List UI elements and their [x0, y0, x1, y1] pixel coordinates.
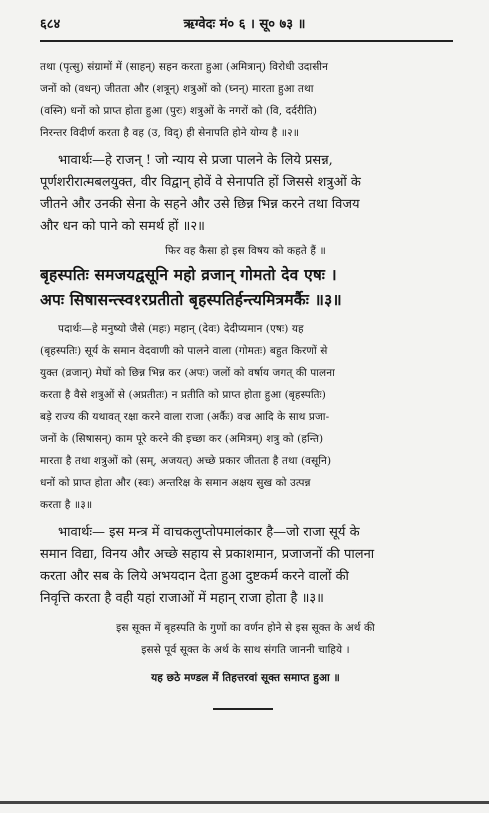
text-line: (बृहस्पतिः) सूर्य के समान वेदवाणी को पालने वाला (गोमतः) बहुत किरणों से: [40, 345, 328, 357]
mantra-line: बृहस्पतिः समजयद्वसूनि महो व्रजान् गोमतो देव एषः ।: [40, 265, 337, 284]
closing-note: [40, 667, 451, 689]
text-line: भावार्थः— इस मन्त्र में वाचकलुप्तोपमालंकार है—जो राजा सूर्य के: [58, 525, 360, 540]
text-line: भावार्थः—हे राजन् ! जो न्याय से प्रजा पालने के लिये प्रसन्न,: [58, 153, 333, 168]
text-line: जनों के (सिषासन्) काम पूरे करने की इच्छा कर (अमित्रम्) शत्रु को (हन्ति): [40, 433, 324, 445]
padartha: [40, 318, 451, 516]
text-line: पूर्णशरीरात्मबलयुक्त, वीर विद्वान् होवें वे सेनापति हों जिससे शत्रुओं के: [40, 175, 361, 190]
text-line: मारता है तथा शत्रुओं को (सम्, अजयत्) अच्छे प्रकार जीतता है तथा (वसूनि): [40, 455, 332, 467]
text-line: इससे पूर्व सूक्त के अर्थ के साथ संगति जाननी चाहिये ।: [141, 644, 350, 656]
bhavartha-1: [40, 150, 451, 238]
closing-line: यह छठे मण्डल में तिहत्तरवां सूक्त समाप्त हुआ ॥: [151, 672, 340, 684]
text-line: तथा (पृत्सु) संग्रामों में (साहन्) सहन करता हुआ (अमित्रान्) विरोधी उदासीन: [40, 61, 329, 73]
text-line: करता और सब के लिये अभयदान देता हुआ दुष्टकर्म करने वालों की: [40, 569, 349, 584]
text-line: धनों को प्राप्त होता और (स्वः) अन्तरिक्ष के समान अक्षय सुख को उत्पन्न: [40, 477, 311, 489]
text-line: पदार्थः—हे मनुष्यो जैसे (महः) महान् (देवः) देदीप्यमान (एषः) यह: [58, 323, 304, 335]
text-line: करता है वैसे शत्रुओं से (अप्रतीतः) न प्रतीति को प्राप्त होता हुआ (बृहस्पतिः): [40, 389, 326, 401]
text-line: (वस्नि) धनों को प्राप्त होता हुआ (पुरः) शत्रुओं के नगरों को (वि, दर्दरीति): [40, 105, 318, 117]
intro-line: फिर वह कैसा हो इस विषय को कहते हैं ॥: [165, 245, 326, 257]
text-line: जीतने और उनकी सेना के सहने और उसे छिन्न भिन्न करने तथा विजय: [40, 197, 360, 212]
text-line: और धन को पाने को समर्थ हों ॥२॥: [40, 219, 205, 234]
sukta-conclusion: [40, 617, 451, 661]
end-rule: [213, 708, 273, 710]
text-line: निरन्तर विदीर्ण करता है वह (उ, विद्) ही सेनापति होने योग्य है ॥२॥: [40, 127, 300, 139]
mantra-line: अपः सिषासन्त्स्व१रप्रतीतो बृहस्पतिर्हन्त्यमित्रमर्कैः ॥३॥: [40, 290, 342, 309]
text-line: समान विद्या, विनय और अच्छे सहाय से प्रकाशमान, प्रजाजनों की पालना: [40, 547, 375, 562]
page-number: ६८४: [40, 17, 61, 32]
text-line: बड़े राज्य की यथावत् रक्षा करने वाला राजा (अर्कैः) वज्र आदि के साथ प्रजा-: [40, 411, 330, 423]
text-line: इस सूक्त में बृहस्पति के गुणों का वर्णन होने से इस सूक्त के अर्थ की: [116, 622, 375, 634]
text-line: निवृत्ति करता है वही यहां राजाओं में महान् राजा होता है ॥३॥: [40, 591, 324, 606]
mantra-verse: [40, 262, 451, 312]
bhavartha-2: [40, 522, 451, 610]
text-line: करता है ॥३॥: [40, 499, 93, 511]
page-bottom-edge: [0, 801, 489, 804]
text-line: जनों को (वधन्) जीतता और (शत्रून्) शत्रुओं को (घ्नन्) मारता हुआ तथा: [40, 83, 314, 95]
padartha-continuation: [40, 56, 451, 144]
header-rule: [40, 40, 453, 42]
text-line: युक्त (व्रजान्) मेघों को छिन्न भिन्न कर (अपः) जलों को वर्षाय जगत् की पालना: [40, 367, 335, 379]
running-title: ऋग्वेदः मं० ६ । सू० ७३ ॥: [183, 17, 306, 32]
page-header: [40, 14, 449, 36]
section-intro: [40, 240, 451, 262]
